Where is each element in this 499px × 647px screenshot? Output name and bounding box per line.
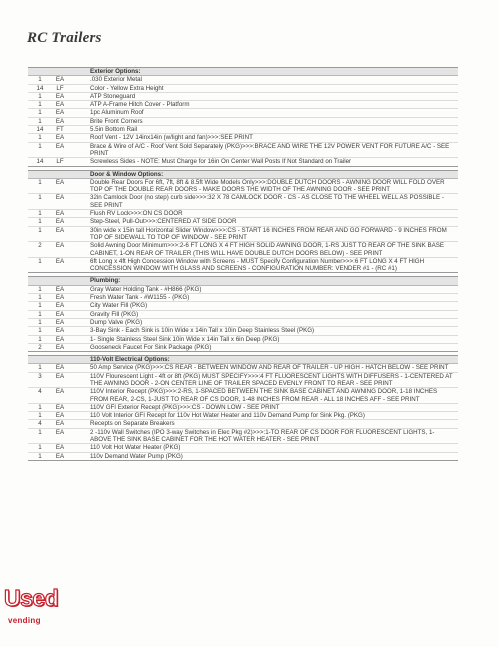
line-item-unit: EA	[55, 134, 65, 142]
line-item-qty: 1	[38, 318, 42, 326]
options-section	[28, 170, 458, 274]
section-heading-label: Plumbing:	[90, 277, 121, 285]
line-item	[28, 364, 458, 371]
line-item-description: Recepts on Separate Breakers	[90, 420, 175, 428]
line-item-description: Dump Valve (PKG)	[90, 318, 143, 326]
line-item-unit: EA	[55, 310, 65, 318]
line-item-description: 5.5in Bottom Rail	[90, 126, 138, 134]
line-item	[28, 318, 458, 326]
line-item-description: City Water Fill (PKG)	[90, 302, 148, 310]
line-item-description: 110V Flourescent Light - 4ft or 8ft (PKG) MUST SPECIFY>>>:4 FT FLUORESCENT LIGHTS WITH DIFFUSERS - 1-CENTERED AT THE AWNING DOOR - 2-ON CENTER LINE OF TRAILER SPACED EVENLY FRONT TO REAR - SEE PRINT	[90, 372, 453, 387]
line-item-description: Gray Water Holding Tank - #H866 (PKG)	[90, 285, 202, 293]
line-item-qty: 1	[38, 257, 42, 265]
line-item	[28, 310, 458, 318]
line-item	[28, 84, 458, 92]
line-item-description: Brite Front Corners	[90, 117, 143, 125]
line-item	[28, 372, 458, 388]
line-item-description: Color - Yellow Extra Height	[90, 84, 164, 92]
line-item-unit: EA	[55, 194, 65, 202]
line-item-unit: EA	[55, 285, 65, 293]
line-item-description: Fresh Water Tank - #W1155 - (PKG)	[90, 294, 190, 302]
section-heading	[28, 277, 458, 285]
line-item-description: ATP A-Frame Hitch Cover - Platform	[90, 101, 190, 109]
line-item-description: 1pc Aluminum Roof	[90, 109, 144, 117]
line-item-qty: 1	[38, 412, 42, 420]
line-item	[28, 226, 458, 242]
options-list	[28, 67, 458, 463]
line-item-qty: 1	[38, 101, 42, 109]
line-item-unit: EA	[55, 294, 65, 302]
line-item	[28, 157, 458, 165]
line-item-unit: EA	[55, 335, 65, 343]
logo-tagline: vending	[8, 616, 41, 625]
line-item-qty: 4	[38, 420, 42, 428]
line-item-description: 110V Interior Recept (PKG)>>>:2-RS, 1-SPACED BETWEEN THE SINK BASE CABINET AND AWNING DOOR, 1-18 INCHES FROM REAR, 2-CS, 1-JUST TO REAR OF CS DOOR, 1-48 INCHES FROM REAR - ALL 18 INCHES AFF - SEE PRINT	[90, 388, 438, 403]
line-item	[28, 117, 458, 125]
section-heading-label: Door & Window Options:	[90, 170, 164, 178]
line-item-qty: 14	[36, 158, 44, 166]
line-item-description: 110V GFI Exterior Recept (PKG)>>>:CS - DOWN LOW - SEE PRINT	[90, 403, 280, 411]
line-item-qty: 1	[38, 142, 42, 150]
line-item-description: ATP Stoneguard	[90, 92, 136, 100]
line-item-qty: 1	[38, 178, 42, 186]
line-item-qty: 1	[38, 76, 42, 84]
line-item	[28, 257, 458, 273]
line-item-description: 50 Amp Service (PKG)>>>:CS REAR - BETWEEN WINDOW AND REAR OF TRAILER - UP HIGH - HATCH BELOW - SEE PRINT	[90, 364, 449, 372]
line-item-qty: 1	[38, 444, 42, 452]
line-item-qty: 1	[38, 452, 42, 460]
line-item-unit: EA	[55, 257, 65, 265]
line-item-qty: 14	[36, 126, 44, 134]
line-item	[28, 217, 458, 225]
line-item-description: Brace & Wire of A/C - Roof Vent Sold Separately (PKG)>>>:BRACE AND WIRE THE 12V POWER VENT FOR FUTURE A/C - SEE PRINT	[90, 142, 450, 157]
line-item	[28, 108, 458, 116]
line-item-description: 30in wide x 15in tall Horizontal Slider Window>>>:CS - START 16 INCHES FROM REAR AND GO FORWARD - 9 INCHES FROM TOP OF SIDEWALL TO TOP OF WINDOW - SEE PRINT	[90, 226, 447, 241]
line-item-qty: 1	[38, 194, 42, 202]
line-item	[28, 443, 458, 451]
line-item-description: Screwless Sides - NOTE: Must Charge for 16in On Center Wall Posts If Not Standard on Trailer	[90, 158, 352, 166]
line-item	[28, 142, 458, 158]
line-item	[28, 428, 458, 444]
line-item	[28, 293, 458, 301]
line-item	[28, 343, 458, 351]
line-item	[28, 241, 458, 257]
line-item-description: Gravity Fill (PKG)	[90, 310, 139, 318]
line-item-description: Step-Steel, Pull-Out>>>:CENTERED AT SIDE DOOR	[90, 218, 237, 226]
line-item-unit: EA	[55, 226, 65, 234]
line-item-qty: 1	[38, 109, 42, 117]
line-item	[28, 419, 458, 427]
section-heading-label: 110-Volt Electrical Options:	[90, 356, 170, 364]
line-item-description: Double Rear Doors For 6ft, 7ft, 8ft & 8.5ft Wide Models Only>>>:DOUBLE DUTCH DOORS - AWNING DOOR WILL FOLD OVER TOP OF THE DOUBLE REAR DOORS - MAKE DOORS THE WIDTH OF THE AWNING DOOR - SEE PRINT	[90, 178, 445, 194]
line-item-qty: 1	[38, 285, 42, 293]
line-item-unit: EA	[55, 420, 65, 428]
line-item-unit: EA	[55, 428, 65, 436]
line-item-qty: 1	[38, 335, 42, 343]
logo-wordmark: Used	[4, 585, 59, 611]
line-item	[28, 335, 458, 343]
line-item-unit: LF	[56, 84, 64, 92]
line-item	[28, 387, 458, 403]
line-item-unit: EA	[55, 92, 65, 100]
line-item	[28, 179, 458, 194]
line-item-unit: EA	[55, 302, 65, 310]
line-item-unit: EA	[55, 218, 65, 226]
section-heading	[28, 356, 458, 364]
line-item-description: 32in Camlock Door (no step) curb side>>>:32 X 78 CAMLOCK DOOR - CS - AS CLOSE TO THE WHEEL WELL AS POSSIBLE - SEE PRINT	[90, 194, 444, 209]
line-item-unit: EA	[55, 76, 65, 84]
line-item-description: 110 Volt Hot Water Heater (PKG)	[90, 444, 181, 452]
line-item	[28, 76, 458, 83]
line-item-unit: EA	[55, 412, 65, 420]
line-item-unit: EA	[55, 403, 65, 411]
line-item-description: 110 Volt Interior GFI Recept for 110v Hot Water Heater and 110v Demand Pump for Sink Pkg. (PKG)	[90, 412, 365, 420]
line-item-unit: EA	[55, 318, 65, 326]
line-item-unit: EA	[55, 327, 65, 335]
line-item	[28, 411, 458, 419]
line-item-qty: 1	[38, 403, 42, 411]
line-item-qty: 1	[38, 294, 42, 302]
line-item	[28, 193, 458, 209]
line-item-unit: EA	[55, 109, 65, 117]
line-item-unit: EA	[55, 178, 65, 186]
line-item-unit: EA	[55, 142, 65, 150]
line-item	[28, 301, 458, 309]
line-item	[28, 326, 458, 334]
line-item-description: Gooseneck Faucet For Sink Package (PKG)	[90, 343, 212, 351]
line-item-qty: 1	[38, 364, 42, 372]
line-item-unit: LF	[56, 158, 64, 166]
line-item	[28, 92, 458, 100]
line-item	[28, 403, 458, 411]
section-heading	[28, 68, 458, 76]
line-item-description: 3-Bay Sink - Each Sink is 10in Wide x 14in Tall x 10in Deep Stainless Steel (PKG)	[90, 327, 315, 335]
line-item-description: .030 Exterior Metal	[90, 76, 142, 84]
line-item-qty: 3	[38, 372, 42, 380]
line-item-unit: EA	[55, 101, 65, 109]
line-item-description: 6ft Long x 4ft High Concession Window with Screens - MUST Specify Configuration Number>>>:6 FT LONG X 4 FT HIGH CONCESSION WINDOW WITH GLASS AND SCREENS - CONFIGURATION NUMBER: VENDER #1 - (RC #1)	[90, 257, 425, 273]
section-heading-label: Exterior Options:	[90, 68, 141, 75]
line-item-unit: EA	[55, 452, 65, 460]
line-item	[28, 133, 458, 141]
line-item-qty: 1	[38, 117, 42, 125]
line-item-qty: 14	[36, 84, 44, 92]
line-item-qty: 2	[38, 343, 42, 351]
line-item-qty: 1	[38, 310, 42, 318]
line-item	[28, 452, 458, 460]
used-vending-logo	[4, 585, 66, 637]
options-section	[28, 67, 458, 167]
line-item-qty: 1	[38, 428, 42, 436]
line-item	[28, 125, 458, 133]
line-item-qty: 1	[38, 302, 42, 310]
options-section	[28, 276, 458, 352]
line-item	[28, 286, 458, 293]
line-item-unit: EA	[55, 242, 65, 250]
line-item-unit: EA	[55, 444, 65, 452]
line-item-unit: FT	[56, 126, 64, 134]
options-section	[28, 355, 458, 461]
line-item-qty: 1	[38, 92, 42, 100]
line-item-unit: EA	[55, 343, 65, 351]
line-item-description: Roof Vent - 12V 14inx14in (w/light and fan)>>>:SEE PRINT	[90, 134, 253, 142]
line-item-description: 110v Demand Water Pump (PKG)	[90, 452, 183, 460]
line-item-unit: EA	[55, 372, 65, 380]
document-title: RC Trailers	[27, 30, 102, 46]
line-item	[28, 100, 458, 108]
line-item-qty: 1	[38, 210, 42, 218]
line-item	[28, 209, 458, 217]
line-item-qty: 1	[38, 134, 42, 142]
line-item-qty: 2	[38, 242, 42, 250]
line-item-description: 1- Single Stainless Steel Sink 10in Wide x 14in Tall x 6in Deep (PKG)	[90, 335, 280, 343]
line-item-description: 2 -110v Wall Switches (IPO 3-way Switches in Elec Pkg #2)>>>:1-TO REAR OF CS DOOR FOR FLUORESCENT LIGHTS, 1-ABOVE THE SINK BASE CABINET FOR THE HOT WATER HEATER - SEE PRINT	[90, 428, 435, 444]
line-item-unit: EA	[55, 117, 65, 125]
line-item-unit: EA	[55, 210, 65, 218]
line-item-description: Flush RV Lock>>>:ON CS DOOR	[90, 210, 183, 218]
line-item-description: Solid Awning Door Minimum>>>:2-6 FT LONG X 4 FT HIGH SOLID AWNING DOOR, 1-RS JUST TO REAR OF THE SINK BASE CABINET, 1-ON REAR OF TRAILER (THIS WILL HAVE DOUBLE DUTCH DOORS BELOW) - SEE PRINT	[90, 242, 444, 257]
line-item-qty: 1	[38, 226, 42, 234]
line-item-unit: EA	[55, 388, 65, 396]
line-item-unit: EA	[55, 364, 65, 372]
line-item-qty: 1	[38, 327, 42, 335]
section-heading	[28, 171, 458, 179]
line-item-qty: 4	[38, 388, 42, 396]
line-item-qty: 1	[38, 218, 42, 226]
